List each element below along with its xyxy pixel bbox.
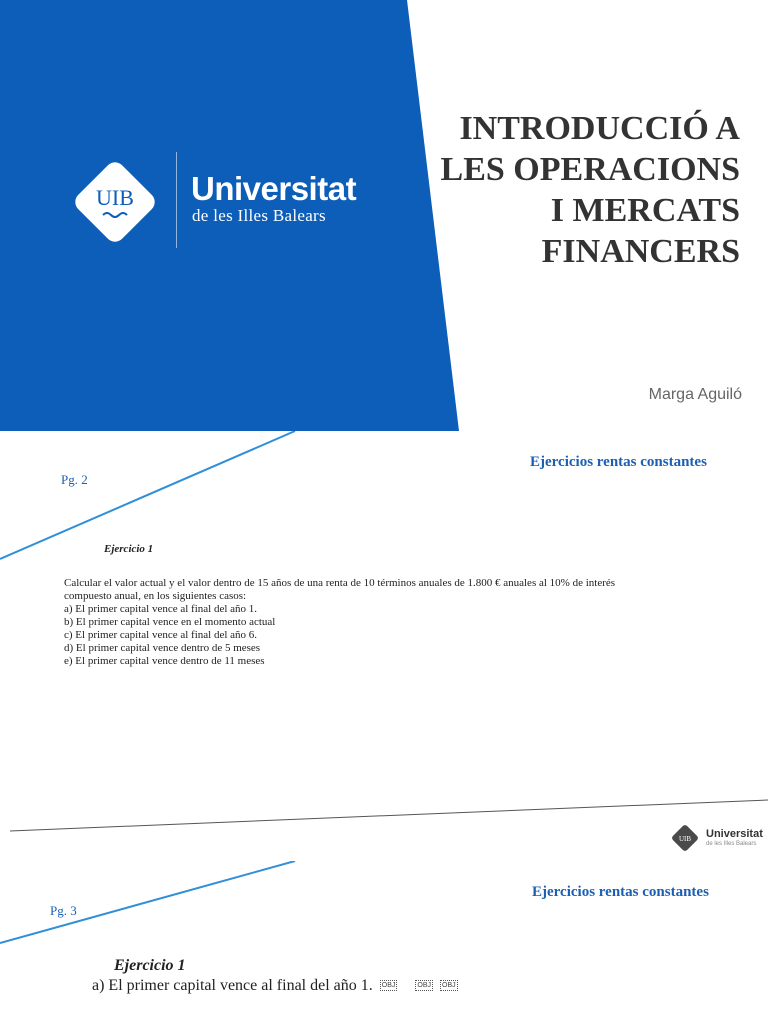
title-line: LES OPERACIONS <box>440 151 740 188</box>
footer-university-name: Universitat <box>706 828 763 840</box>
exercise-line: compuesto anual, en los siguientes casos: <box>64 590 247 602</box>
university-name: Universitat <box>191 170 357 207</box>
author-name: Marga Aguiló <box>648 386 742 403</box>
embedded-object-placeholder[interactable]: OBJ <box>417 982 432 989</box>
exercise-line: e) El primer capital vence dentro de 11 meses <box>64 655 265 667</box>
page-label: Pg. 2 <box>61 472 88 487</box>
exercise-slide-3 <box>0 861 768 1024</box>
section-title: Ejercicios rentas constantes <box>530 454 707 470</box>
title-slide <box>0 0 768 431</box>
exercise-heading: Ejercicio 1 <box>114 957 186 974</box>
exercise-heading: Ejercicio 1 <box>104 543 154 555</box>
uib-mini-logo-icon <box>670 823 700 853</box>
logo-mark-text: UIB <box>96 185 134 210</box>
uib-diamond-icon <box>66 153 164 251</box>
mini-logo-mark: UIB <box>678 835 692 843</box>
exercise-line: b) El primer capital vence en el momento actual <box>64 616 276 628</box>
title-line: I MERCATS <box>550 192 740 229</box>
university-subtitle: de les Illes Balears <box>192 206 326 225</box>
embedded-object-placeholder[interactable]: OBJ <box>442 982 456 989</box>
exercise-statement <box>64 577 724 668</box>
logo-divider <box>176 152 177 248</box>
exercise-line: Calcular el valor actual y el valor dentro de 15 años de una renta de 10 términos anuales de 1.800 € anuales al 10% de interés <box>64 577 616 589</box>
section-title: Ejercicios rentas constantes <box>532 884 709 900</box>
page-label: Pg. 3 <box>50 903 77 918</box>
exercise-item-line <box>92 977 458 995</box>
footer-university-subtitle: de les Illes Balears <box>706 841 757 847</box>
presentation-title <box>400 108 740 272</box>
exercise-line: d) El primer capital vence dentro de 5 meses <box>64 642 261 654</box>
embedded-object-placeholder[interactable]: OBJ <box>381 982 396 989</box>
exercise-line: c) El primer capital vence al final del año 6. <box>64 629 258 641</box>
title-line: INTRODUCCIÓ A <box>459 110 740 147</box>
exercise-slide-2 <box>0 431 768 861</box>
exercise-item-text: a) El primer capital vence al final del año 1. <box>92 977 373 994</box>
title-line: FINANCERS <box>541 233 740 270</box>
exercise-line: a) El primer capital vence al final del año 1. <box>64 603 258 615</box>
